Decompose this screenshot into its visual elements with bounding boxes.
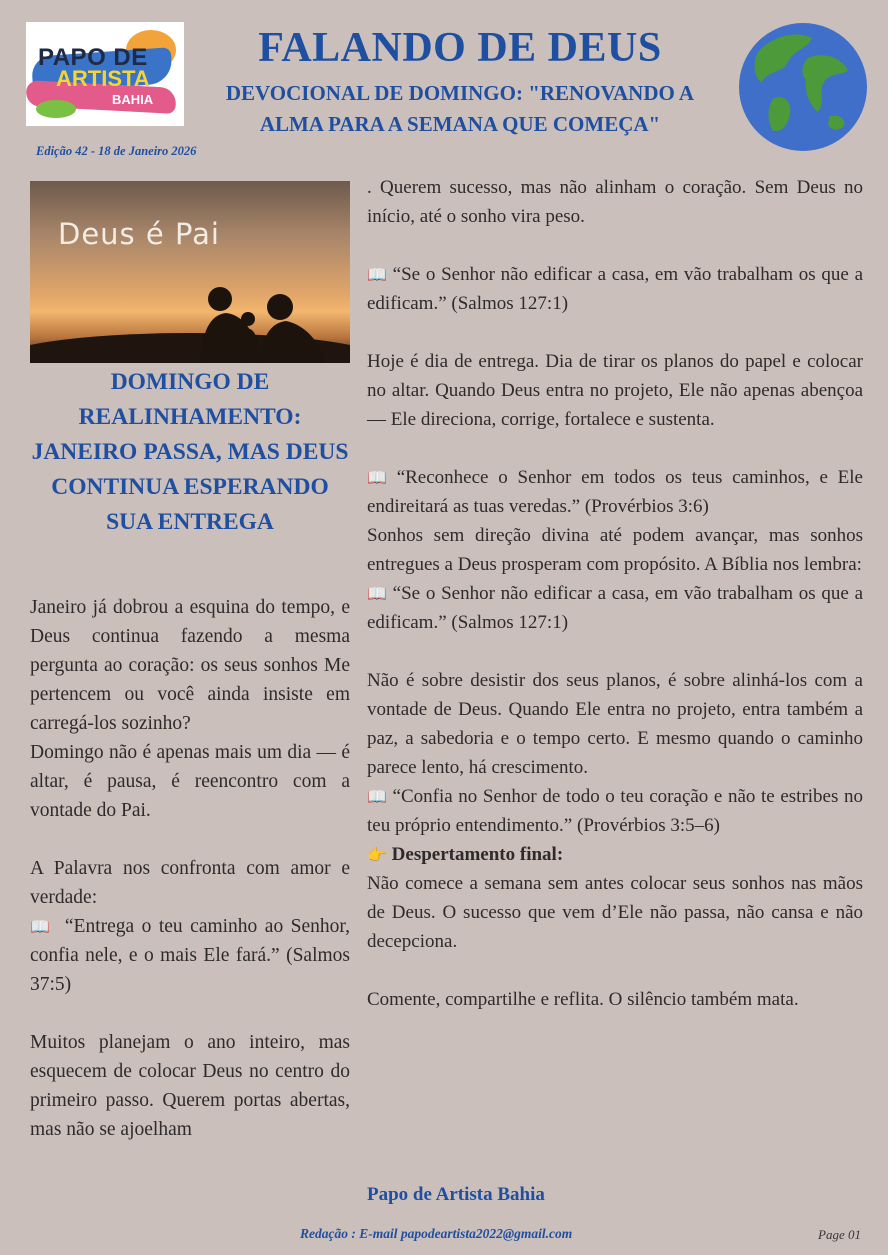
page-number: Page 01 <box>818 1227 861 1242</box>
right-quote-2 <box>367 463 863 521</box>
left-column <box>30 593 350 1144</box>
logo-text-line1: PAPO DE <box>38 44 148 71</box>
page-title: FALANDO DE DEUS <box>258 25 662 71</box>
logo-text-line2: ARTISTA <box>56 66 150 91</box>
logo-text-line3: BAHIA <box>112 92 154 107</box>
right-paragraph-3: Hoje é dia de entrega. Dia de tirar os planos do papel e colocar no altar. Quando Deus entra no projeto, Ele não apenas abençoa — Ele direciona, corrige, fortalece e sustenta. <box>367 351 863 430</box>
pointing-hand-icon: 👉 <box>367 845 387 864</box>
right-paragraph-7: Não é sobre desistir dos seus planos, é sobre alinhá-los com a vontade de Deus. Quando Ele entra no projeto, entra também a paz, a sabedoria e o tempo certo. E mesmo quando o caminho parece lento, há crescimento. <box>367 670 863 778</box>
family-silhouette-image <box>30 181 350 363</box>
right-quote-4 <box>367 782 863 840</box>
final-call-label: Despertamento final: <box>391 844 564 865</box>
right-quote-1 <box>367 260 863 318</box>
right-quote-3-text: “Se o Senhor não edificar a casa, em vão trabalham os que a edificam.” (Salmos 127:1) <box>367 583 864 633</box>
left-paragraph-5: Muitos planejam o ano inteiro, mas esquecem de colocar Deus no centro do primeiro passo. Querem portas abertas, mas não se ajoelham <box>30 1032 350 1140</box>
right-paragraph-11: Comente, compartilhe e reflita. O silêncio também mata. <box>367 989 799 1010</box>
right-paragraph-1: . Querem sucesso, mas não alinham o coração. Sem Deus no início, até o sonho vira peso. <box>367 177 863 227</box>
footer-contact[interactable]: Redação : E-mail papodeartista2022@gmail.com <box>300 1226 573 1241</box>
globe-icon <box>738 22 868 152</box>
right-column <box>367 173 863 1014</box>
signature: Papo de Artista Bahia <box>367 1184 545 1205</box>
left-paragraph-2: Domingo não é apenas mais um dia — é altar, é pausa, é reencontro com a vontade do Pai. <box>30 742 350 821</box>
photo-caption: Deus é Pai <box>58 217 220 251</box>
open-book-icon: 📖 <box>367 265 387 284</box>
right-paragraph-10: Não comece a semana sem antes colocar seus sonhos nas mãos de Deus. O sucesso que vem d’Ele não passa, não cansa e não decepciona. <box>367 873 863 952</box>
left-quote-1 <box>30 912 350 999</box>
page-subtitle: DEVOCIONAL DE DOMINGO: "RENOVANDO A ALMA PARA A SEMANA QUE COMEÇA" <box>225 81 695 136</box>
left-quote-1-text: “Entrega o teu caminho ao Senhor, confia nele, e o mais Ele fará.” (Salmos 37:5) <box>30 916 351 995</box>
open-book-icon: 📖 <box>30 917 50 936</box>
right-quote-2-text: “Reconhece o Senhor em todos os teus caminhos, e Ele endireitará as tuas veredas.” (Provérbios 3:6) <box>367 467 863 517</box>
open-book-icon: 📖 <box>367 468 387 487</box>
right-quote-4-text: “Confia no Senhor de todo o teu coração e não te estribes no teu próprio entendimento.” (Provérbios 3:5–6) <box>367 786 864 836</box>
right-quote-3 <box>367 579 863 637</box>
left-paragraph-1: Janeiro já dobrou a esquina do tempo, e Deus continua fazendo a mesma pergunta ao coração: os seus sonhos Me pertencem ou você ainda insiste em carregá-los sozinho? <box>30 597 350 734</box>
logo-splash-green <box>36 100 76 118</box>
brand-logo <box>26 22 184 126</box>
open-book-icon: 📖 <box>367 584 387 603</box>
open-book-icon: 📖 <box>367 787 387 806</box>
final-call-heading <box>367 840 863 869</box>
hero-photo <box>30 181 350 363</box>
article-headline: DOMINGO DE REALINHAMENTO: JANEIRO PASSA, MAS DEUS CONTINUA ESPERANDO SUA ENTREGA <box>31 369 349 535</box>
right-paragraph-5: Sonhos sem direção divina até podem avançar, mas sonhos entregues a Deus prosperam com propósito. A Bíblia nos lembra: <box>367 525 863 575</box>
edition-info: Edição 42 - 18 de Janeiro 2026 <box>36 144 197 158</box>
left-paragraph-3: A Palavra nos confronta com amor e verdade: <box>30 858 350 908</box>
right-quote-1-text: “Se o Senhor não edificar a casa, em vão trabalham os que a edificam.” (Salmos 127:1) <box>367 264 864 314</box>
